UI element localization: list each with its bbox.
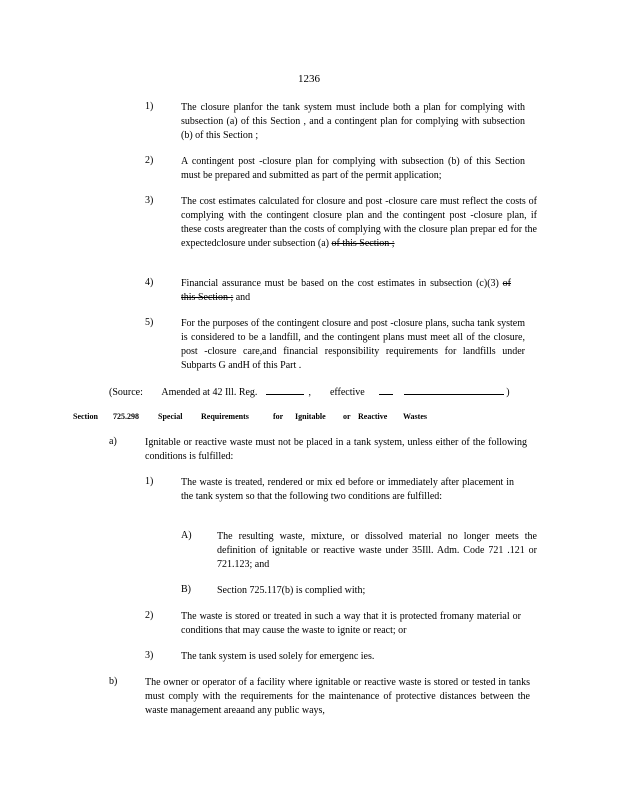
item-number: A) xyxy=(181,530,192,541)
item-text: Section 725.117(b) is complied with; xyxy=(217,585,366,596)
item-text-tail: and xyxy=(235,292,251,303)
item-number: B) xyxy=(181,584,191,595)
struck-text: of this Section ; xyxy=(181,278,512,303)
item-number: 1) xyxy=(145,101,154,112)
item-number: 5) xyxy=(145,317,154,328)
item-text: The resulting waste, mixture, or dissolved material no longer meets the definition of ignitable or reactive waste under 35Ill. Adm. Code 721 .121 or 721.123; and xyxy=(217,531,537,570)
heading-word: Wastes xyxy=(403,412,427,421)
item-text xyxy=(181,195,537,251)
source-close: ) xyxy=(506,387,510,398)
section-label: Section xyxy=(73,412,98,421)
item-number: 1) xyxy=(145,476,154,487)
item-text: The tank system is used solely for emergenc ies. xyxy=(181,651,375,662)
blank-line xyxy=(404,385,504,395)
blank-line xyxy=(379,385,393,395)
subsection-number: a) xyxy=(109,436,117,447)
source-note: (Source: Amended at 42 Ill. Reg. , effective ) xyxy=(109,387,510,398)
subsection-text: The owner or operator of a facility where ignitable or reactive waste is stored or tested in tanks must comply with the requirements for the maintenance of protective distances between the waste management areaand any public ways, xyxy=(145,677,530,716)
heading-word: or xyxy=(343,412,351,421)
item-number: 2) xyxy=(145,155,154,166)
item-text: The waste is treated, rendered or mix ed before or immediately after placement in the tank system so that the following two conditions are fulfilled: xyxy=(181,477,514,502)
struck-text: of this Section ; xyxy=(331,238,395,249)
item-text: A contingent post -closure plan for complying with subsection (b) of this Section must be prepared and submitted as part of the permit application; xyxy=(181,156,525,181)
blank-line xyxy=(266,385,304,395)
heading-word: Ignitable xyxy=(295,412,326,421)
source-label: (Source: xyxy=(109,387,143,398)
item-number: 3) xyxy=(145,195,154,206)
subsection-number: b) xyxy=(109,676,118,687)
source-effective: effective xyxy=(329,387,365,398)
item-number: 2) xyxy=(145,610,154,621)
subsection-text: Ignitable or reactive waste must not be placed in a tank system, unless either of the following conditions is fulfilled: xyxy=(145,437,527,462)
item-text: The waste is stored or treated in such a way that it is protected fromany material or conditions that may cause the waste to ignite or react; or xyxy=(181,611,521,636)
item-text-main: The cost estimates calculated for closure and post -closure care must reflect the costs of complying with the contingent closure plan and the contingent post -closure plan, if these costs aregreater than the costs of complying with the closure plan prepar ed for the expectedclosure under subsection (a) xyxy=(181,196,537,249)
heading-word: Reactive xyxy=(358,412,388,421)
heading-word: for xyxy=(273,412,284,421)
item-number: 4) xyxy=(145,277,154,288)
item-text: For the purposes of the contingent closure and post -closure plans, sucha tank system is considered to be a landfill, and the contingent plans must meet all of the closure, post -closure care,and financial responsibility requirements for landfills under Subparts G andH of this Part . xyxy=(181,318,525,371)
heading-word: Requirements xyxy=(201,412,249,421)
item-number: 3) xyxy=(145,650,154,661)
item-text xyxy=(181,277,511,305)
section-number: 725.298 xyxy=(113,412,139,421)
item-text-main: Financial assurance must be based on the cost estimates in subsection (c)(3) xyxy=(181,278,499,289)
source-amended: Amended at 42 Ill. Reg. xyxy=(161,387,258,398)
heading-word: Special xyxy=(158,412,183,421)
item-text: The closure planfor the tank system must include both a plan for complying with subsection (a) of this Section , and a contingent plan for complying with subsection (b) of this Section ; xyxy=(181,102,525,141)
page-number: 1236 xyxy=(298,73,320,85)
